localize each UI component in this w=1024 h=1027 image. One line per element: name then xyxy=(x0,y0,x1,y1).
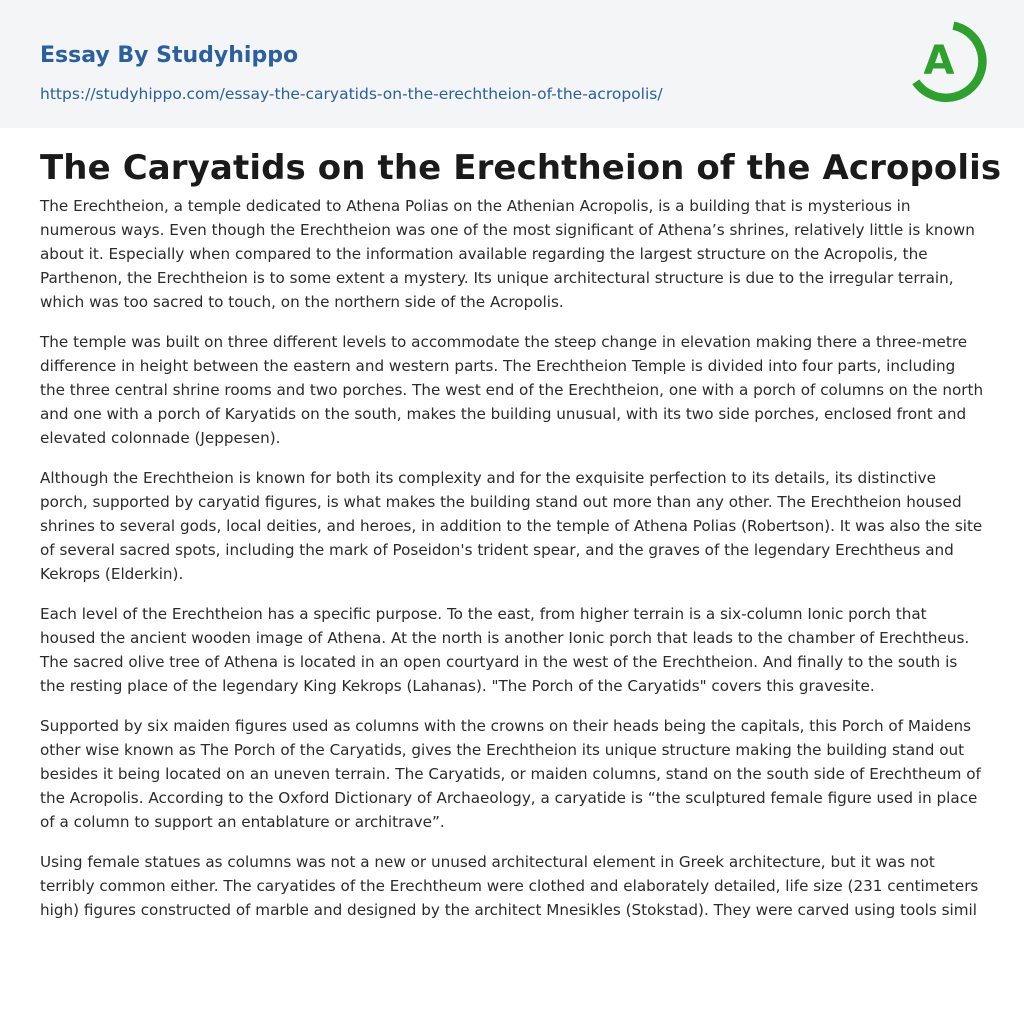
studyhippo-logo-icon[interactable] xyxy=(908,18,988,106)
essay-paragraph: The Erechtheion, a temple dedicated to Athena Polias on the Athenian Acropolis, is a building that is mysterious in numerous ways. Even though the Erechtheion was one of the most significant of Athena’s shrines, relatively little is known about it. Especially when compared to the information available regarding the largest structure on the Acropolis, the Parthenon, the Erechtheion is to some extent a mystery. Its unique architectural structure is due to the irregular terrain, which was too sacred to touch, on the northern side of the Acropolis. xyxy=(40,197,975,311)
logo-letter: A xyxy=(923,38,955,84)
essay-paragraph: The temple was built on three different levels to accommodate the steep change in elevation making there a three-metre difference in height between the eastern and western parts. The Erechtheion Temple is divided into four parts, including the three central shrine rooms and two porches. The west end of the Erechtheion, one with a porch of columns on the north and one with a porch of Karyatids on the south, makes the building unusual, with its two side porches, enclosed front and elevated colonnade (Jeppesen). xyxy=(40,333,984,447)
essay-body xyxy=(40,194,984,938)
source-url-link[interactable]: https://studyhippo.com/essay-the-caryatids-on-the-erechtheion-of-the-acropolis/ xyxy=(40,85,663,103)
brand-title[interactable]: Essay By Studyhippo xyxy=(40,43,299,68)
essay-paragraph: Supported by six maiden figures used as columns with the crowns on their heads being the capitals, this Porch of Maidens other wise known as The Porch of the Caryatids, gives the Erechtheion its unique structure making the building stand out besides it being located on an uneven terrain. The Caryatids, or maiden columns, stand on the south side of Erechtheum of the Acropolis. According to the Oxford Dictionary of Archaeology, a caryatide is “the sculptured female figure used in place of a column to support an entablature or architrave”. xyxy=(40,717,981,831)
essay-paragraph: Although the Erechtheion is known for both its complexity and for the exquisite perfection to its details, its distinctive porch, supported by caryatid figures, is what makes the building stand out more than any other. The Erechtheion housed shrines to several gods, local deities, and heroes, in addition to the temple of Athena Polias (Robertson). It was also the site of several sacred spots, including the mark of Poseidon's trident spear, and the graves of the legendary Erechtheus and Kekrops (Elderkin). xyxy=(40,469,983,583)
essay-title: The Caryatids on the Erechtheion of the Acropolis xyxy=(40,148,1002,188)
essay-paragraph: Using female statues as columns was not a new or unused architectural element in Greek architecture, but it was not terribly common either. The caryatides of the Erechtheum were clothed and elaborately detailed, life size (231 centimeters high) figures constructed of marble and designed by the architect Mnesikles (Stokstad). They were carved using tools simil xyxy=(40,853,979,919)
essay-paragraph: Each level of the Erechtheion has a specific purpose. To the east, from higher terrain is a six-column Ionic porch that housed the ancient wooden image of Athena. At the north is another Ionic porch that leads to the chamber of Erechtheus. The sacred olive tree of Athena is located in an open courtyard in the west of the Erechtheion. And finally to the south is the resting place of the legendary King Kekrops (Lahanas). "The Porch of the Caryatids" covers this gravesite. xyxy=(40,605,970,695)
page-header xyxy=(0,0,1024,128)
